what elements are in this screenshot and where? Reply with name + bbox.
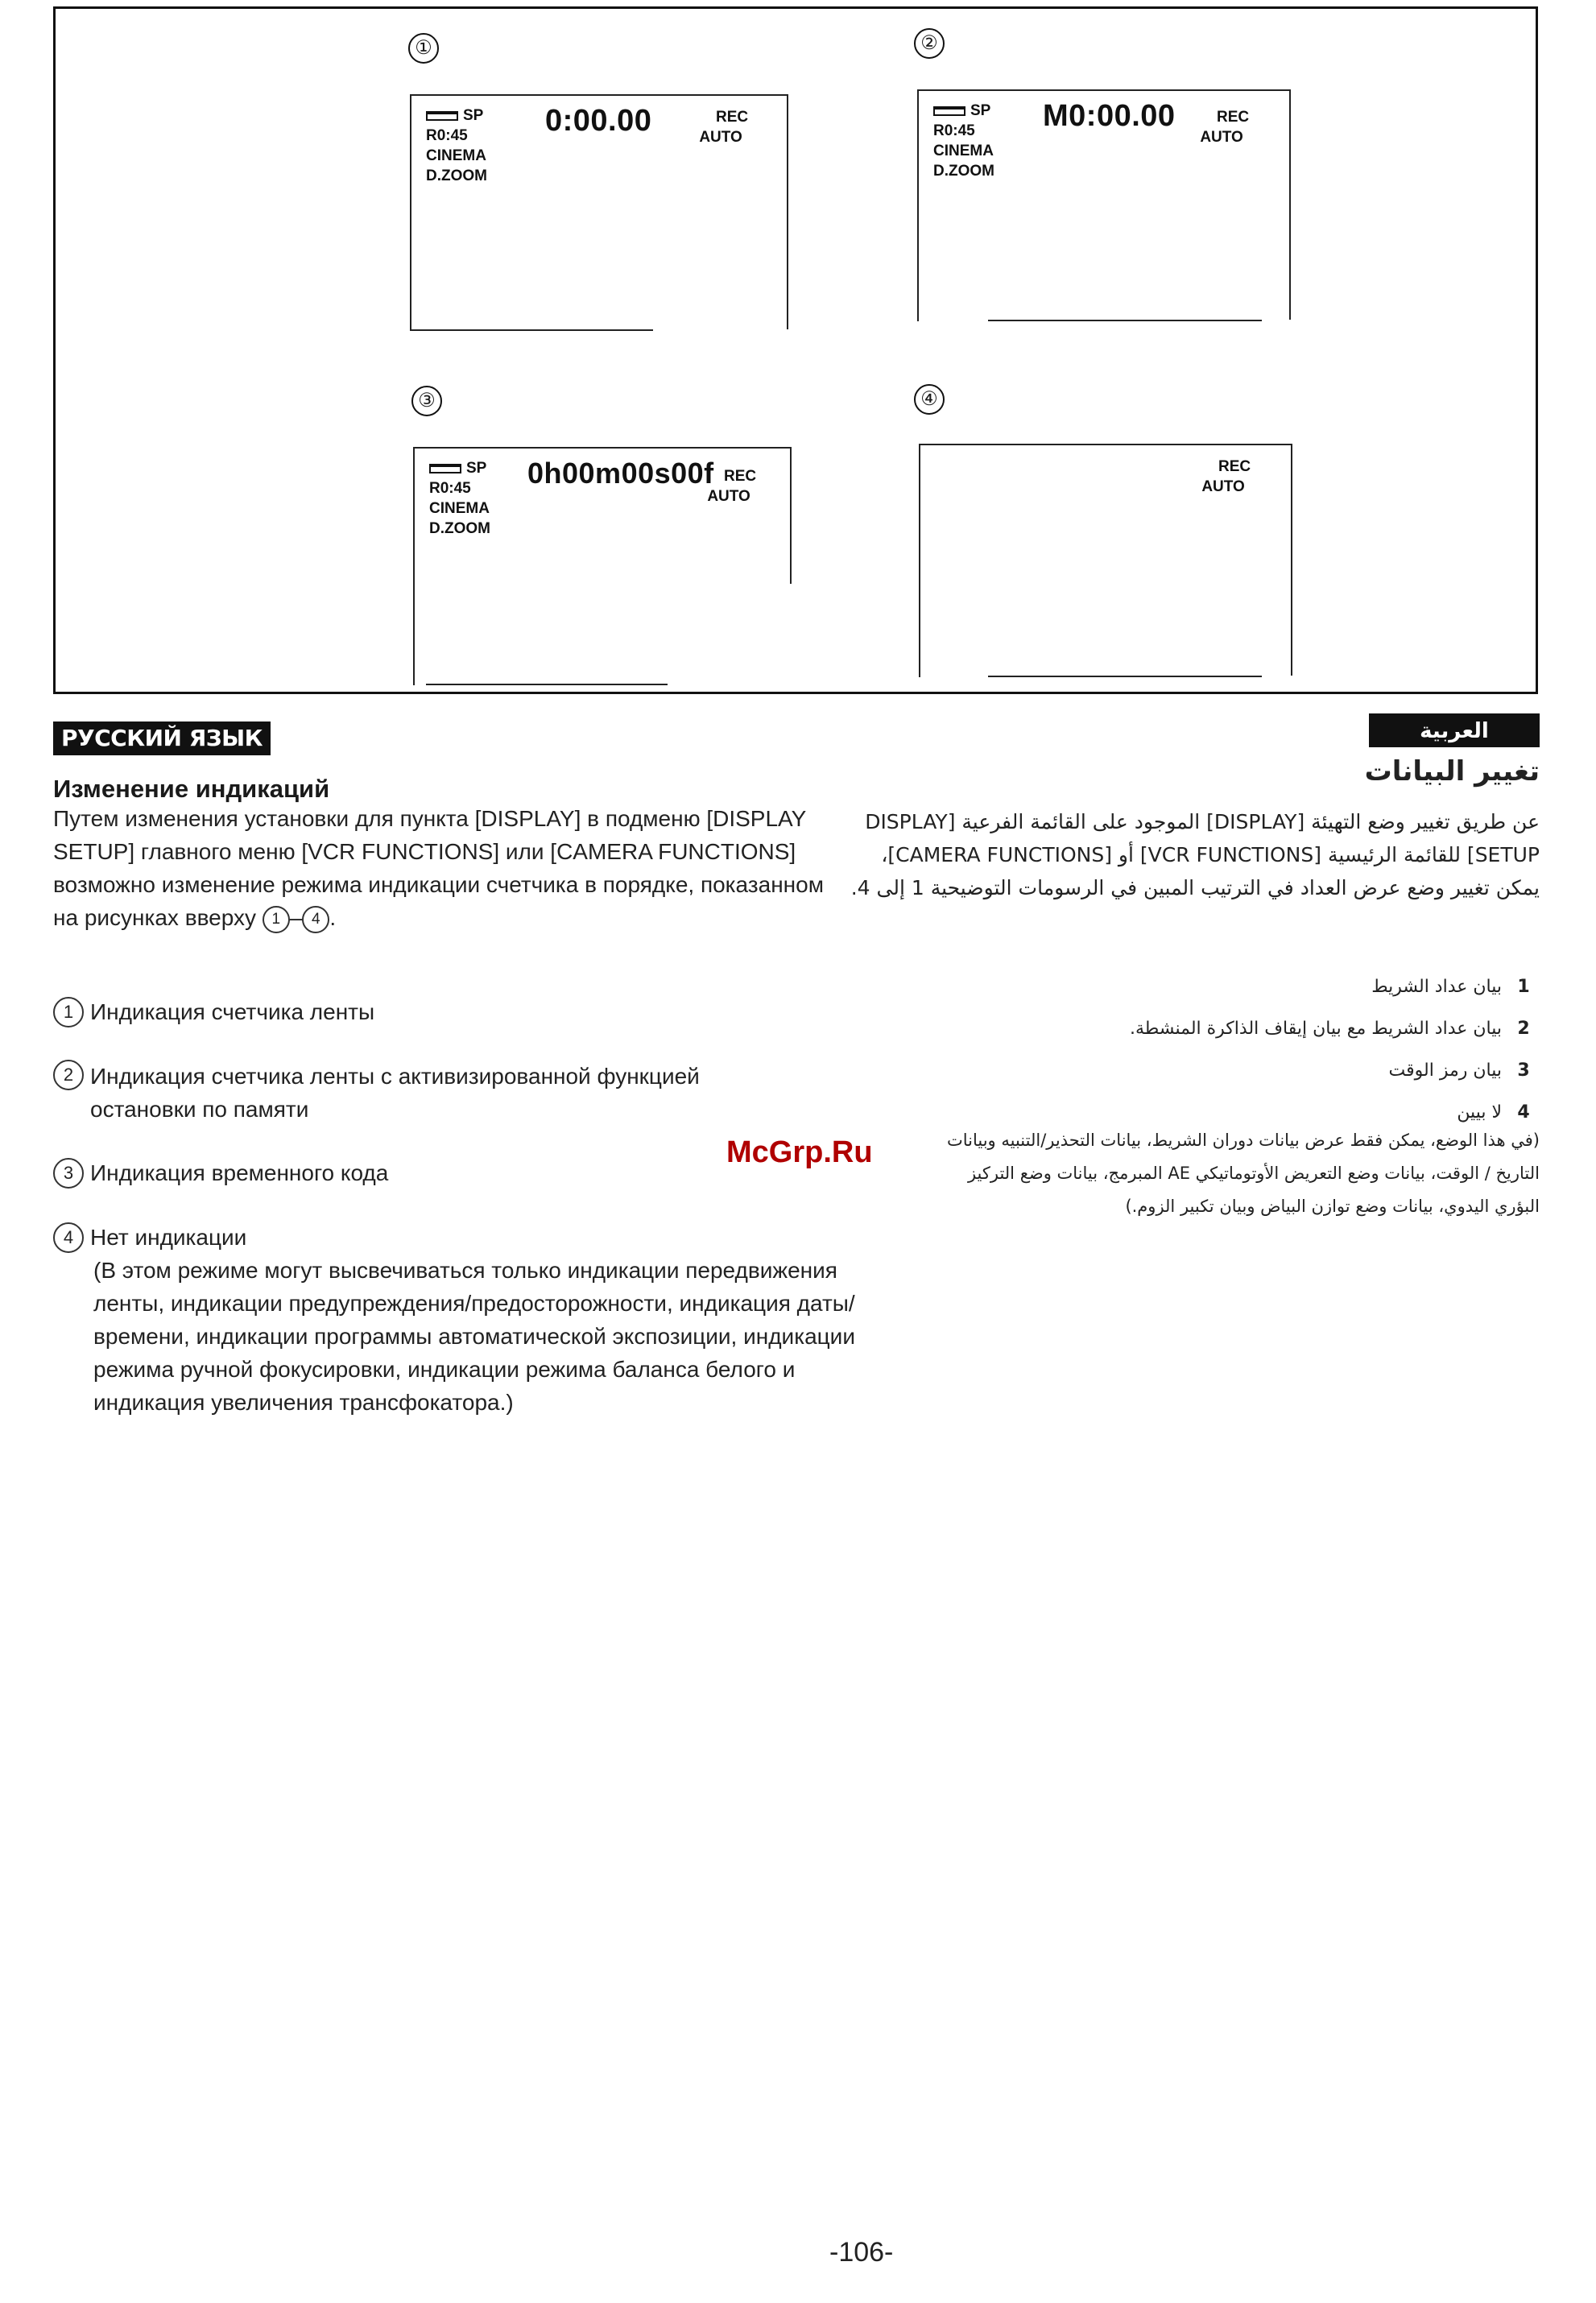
watermark-text: McGrp.Ru bbox=[726, 1135, 873, 1169]
cinema-mode: CINEMA bbox=[933, 143, 994, 159]
ar-list-item-2: 2 بيان عداد الشريط مع بيان إيقاف الذاكرة المنشطة. bbox=[1130, 1019, 1530, 1039]
panel-3-counter: 0h00m00s00f bbox=[527, 457, 714, 490]
russian-language-badge: РУССКИЙ ЯЗЫК bbox=[53, 721, 271, 755]
remaining-time: R0:45 bbox=[429, 480, 471, 497]
ar-item-4-note: (في هذا الوضع، يمكن فقط عرض بيانات دوران الشريط، بيانات التحذير/التنبيه وبيانات التاريخ / الوقت، بيانات وضع التعريض الأوتوماتيكي AE المبرمج، بيانات وضع التركيز البؤري اليدوي، بيانات وضع توازن البياض وبيان تكبير الزوم.) bbox=[946, 1131, 1540, 1216]
panel-2-left-osd bbox=[933, 101, 994, 181]
panel-2-screen bbox=[917, 89, 1291, 321]
panel-1-rec-auto: REC AUTO bbox=[699, 109, 749, 146]
remaining-time: R0:45 bbox=[933, 122, 975, 139]
tape-icon bbox=[426, 111, 458, 121]
ar-section-heading: تغيير البيانات bbox=[1364, 755, 1540, 788]
ru-section-heading: Изменение индикаций bbox=[53, 775, 330, 803]
panel-1-left-osd bbox=[426, 105, 487, 186]
digital-zoom: D.ZOOM bbox=[429, 520, 490, 537]
cinema-mode: CINEMA bbox=[429, 500, 490, 517]
tape-speed: SP bbox=[970, 102, 991, 119]
item-number: 2 bbox=[53, 1060, 84, 1090]
panel-1-screen bbox=[410, 94, 788, 331]
tape-icon bbox=[429, 464, 461, 473]
ru-list-item-4: 4 Нет индикации (В этом режиме могут высвечиваться только индикации передвижения ленты, индикации предупреждения/предосторожности, индикация даты/времени, индикации программы автоматической экспозиции, индикации режима ручной фокусировки, индикации режима баланса белого и индикация увеличения трансфокатора.) bbox=[53, 1221, 826, 1419]
ar-list-item-3: 3 بيان رمز الوقت bbox=[1388, 1061, 1530, 1081]
panel-1-number: ① bbox=[408, 33, 439, 64]
arabic-language-badge: العربية bbox=[1369, 713, 1540, 747]
page-number: -106- bbox=[829, 2237, 894, 2268]
tape-speed: SP bbox=[463, 107, 484, 124]
panel-3-number: ③ bbox=[411, 386, 442, 416]
ru-list-item-2: 2 Индикация счетчика ленты с активизированной функцией остановки по памяти bbox=[53, 1060, 826, 1126]
ar-list-item-4: 4 لا بيين bbox=[1457, 1102, 1530, 1123]
display-figure bbox=[53, 6, 1538, 694]
item-number: 1 bbox=[53, 997, 84, 1027]
ref-circle-4: 4 bbox=[302, 906, 329, 933]
ar-list bbox=[847, 966, 1540, 1134]
remaining-time: R0:45 bbox=[426, 127, 468, 144]
ar-intro-paragraph: عن طريق تغيير وضع التهيئة [DISPLAY] الموجود على القائمة الفرعية [DISPLAY SETUP] للقائمة الرئيسية [VCR FUNCTIONS] أو [CAMERA FUNCTIONS]، يمكن تغيير وضع عرض العداد في الترتيب المبين في الرسومات التوضيحية 1 إلى 4. bbox=[850, 810, 1540, 899]
panel-3-screen bbox=[413, 447, 792, 685]
item-number: 3 bbox=[53, 1158, 84, 1189]
digital-zoom: D.ZOOM bbox=[426, 167, 487, 184]
panel-2-number: ② bbox=[914, 28, 945, 59]
ru-list-item-3: 3 Индикация временного кода bbox=[53, 1156, 826, 1189]
ref-circle-1: 1 bbox=[263, 906, 290, 933]
panel-2-counter: M0:00.00 bbox=[1043, 99, 1176, 133]
cinema-mode: CINEMA bbox=[426, 147, 486, 164]
tape-icon bbox=[933, 106, 965, 116]
panel-3-left-osd bbox=[429, 458, 490, 539]
tape-speed: SP bbox=[466, 460, 487, 477]
panel-4-number: ④ bbox=[914, 384, 945, 415]
item-number: 4 bbox=[53, 1222, 84, 1253]
panel-3-rec-auto: REC AUTO bbox=[707, 468, 757, 505]
ru-list-item-1: 1 Индикация счетчика ленты bbox=[53, 995, 826, 1028]
ru-item-4-note: (В этом режиме могут высвечиваться только индикации передвижения ленты, индикации предупреждения/предосторожности, индикация даты/времени, индикации программы автоматической экспозиции, индикации режима ручной фокусировки, индикации режима баланса белого и индикация увеличения трансфокатора.) bbox=[93, 1258, 855, 1415]
digital-zoom: D.ZOOM bbox=[933, 163, 994, 180]
panel-2-rec-auto: REC AUTO bbox=[1200, 109, 1250, 146]
panel-4-rec-auto: REC AUTO bbox=[1201, 458, 1251, 495]
panel-1-counter: 0:00.00 bbox=[545, 104, 652, 138]
ru-intro-paragraph: Путем изменения установки для пункта [DISPLAY] в подменю [DISPLAY SETUP] главного меню [VCR FUNCTIONS] или [CAMERA FUNCTIONS] возможно изменение режима индикации счетчика в порядке, показанном на рисунках вверху 1 – 4 . bbox=[53, 802, 826, 934]
ar-list-item-1: 1 بيان عداد الشريط bbox=[1371, 977, 1530, 997]
panel-4-screen bbox=[919, 444, 1292, 677]
